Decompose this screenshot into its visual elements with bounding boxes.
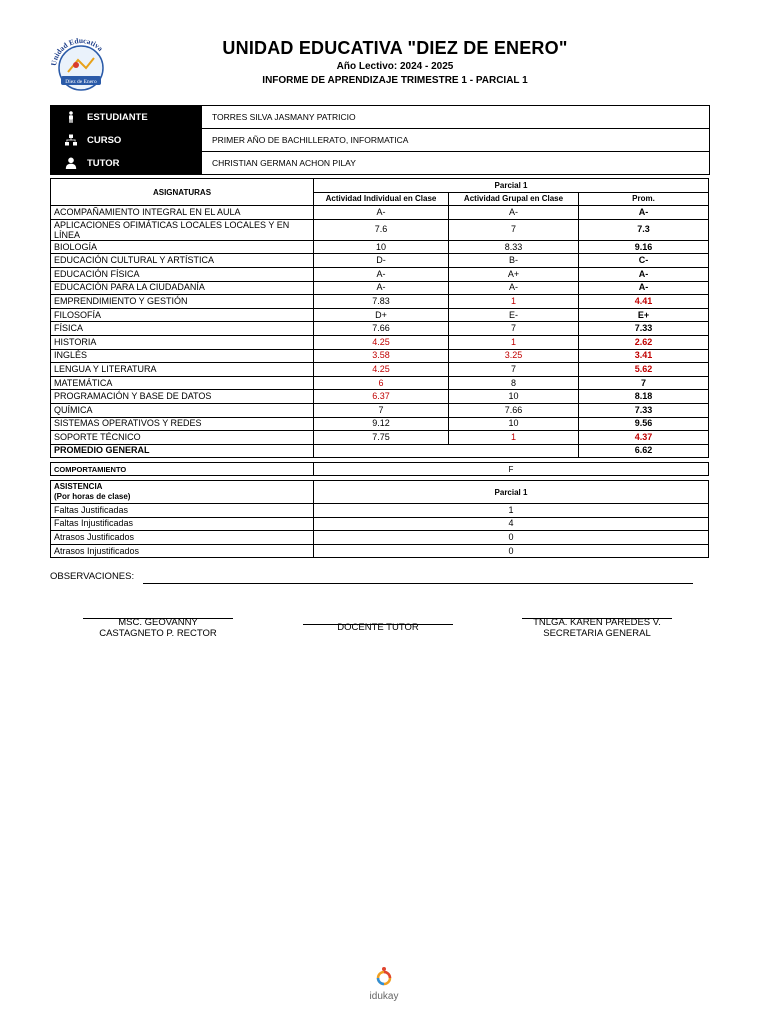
col-avg-header: Prom. [579, 192, 709, 206]
attendance-count: 4 [314, 517, 709, 531]
average-grade: 9.16 [579, 240, 709, 254]
subject-name: EMPRENDIMIENTO Y GESTIÓN [51, 295, 314, 309]
group-grade: 3.25 [449, 349, 579, 363]
subject-name: LENGUA Y LITERATURA [51, 363, 314, 377]
group-grade: A- [449, 281, 579, 295]
group-grade: E- [449, 308, 579, 322]
individual-grade: A- [314, 281, 449, 295]
attendance-row [51, 531, 709, 545]
group-grade: A- [449, 206, 579, 220]
attendance-count: 1 [314, 504, 709, 518]
subject-name: ACOMPAÑAMIENTO INTEGRAL EN EL AULA [51, 206, 314, 220]
grade-row [51, 308, 709, 322]
overall-value: 6.62 [579, 444, 709, 458]
attendance-row [51, 544, 709, 558]
behavior-table [50, 462, 709, 476]
grade-row [51, 281, 709, 295]
idukay-icon [374, 966, 394, 986]
average-grade: 3.41 [579, 349, 709, 363]
individual-grade: 7.6 [314, 219, 449, 240]
individual-grade: 4.25 [314, 363, 449, 377]
group-grade: 8.33 [449, 240, 579, 254]
idukay-logo [368, 966, 400, 1002]
student-name: TORRES SILVA JASMANY PATRICIO [201, 106, 709, 128]
group-grade: 7.66 [449, 403, 579, 417]
user-icon [65, 157, 77, 169]
average-grade: 4.37 [579, 431, 709, 445]
group-grade: 7 [449, 363, 579, 377]
tutor-name: CHRISTIAN GERMAN ACHON PILAY [201, 152, 709, 174]
individual-grade: 7.66 [314, 322, 449, 336]
subject-name: PROGRAMACIÓN Y BASE DE DATOS [51, 390, 314, 404]
overall-row [51, 444, 709, 458]
group-grade: B- [449, 254, 579, 268]
col-individual-header: Actividad Individual en Clase [314, 192, 449, 206]
attendance-count: 0 [314, 544, 709, 558]
group-grade: 1 [449, 295, 579, 309]
grades-header-row-1 [51, 179, 709, 193]
observations-label: OBSERVACIONES: [50, 571, 135, 582]
student-info-box [50, 105, 710, 175]
average-grade: 8.18 [579, 390, 709, 404]
average-grade: 9.56 [579, 417, 709, 431]
school-year: Año Lectivo: 2024 - 2025 [336, 61, 454, 72]
average-grade: A- [579, 281, 709, 295]
average-grade: 7 [579, 376, 709, 390]
subject-name: FÍSICA [51, 322, 314, 336]
behavior-label: COMPORTAMIENTO [51, 463, 314, 476]
average-grade: A- [579, 267, 709, 281]
course-name: PRIMER AÑO DE BACHILLERATO, INFORMATICA [201, 129, 709, 151]
subject-name: HISTORIA [51, 335, 314, 349]
observations-line [143, 583, 693, 584]
partial-header: Parcial 1 [314, 179, 709, 193]
school-logo [48, 38, 114, 94]
individual-grade: D+ [314, 308, 449, 322]
grade-row [51, 403, 709, 417]
group-grade: 1 [449, 431, 579, 445]
attendance-type: Faltas Injustificadas [51, 517, 314, 531]
individual-grade: 7 [314, 403, 449, 417]
subject-name: SISTEMAS OPERATIVOS Y REDES [51, 417, 314, 431]
grade-row [51, 254, 709, 268]
grade-row [51, 390, 709, 404]
group-grade: 10 [449, 390, 579, 404]
individual-grade: 4.25 [314, 335, 449, 349]
individual-grade: 6 [314, 376, 449, 390]
average-grade: 2.62 [579, 335, 709, 349]
group-grade: A+ [449, 267, 579, 281]
page-title: UNIDAD EDUCATIVA "DIEZ DE ENERO" [222, 38, 568, 58]
course-label: CURSO [51, 129, 201, 151]
grade-row [51, 335, 709, 349]
attendance-count: 0 [314, 531, 709, 545]
subject-name: EDUCACIÓN CULTURAL Y ARTÍSTICA [51, 254, 314, 268]
grade-row [51, 322, 709, 336]
individual-grade: A- [314, 206, 449, 220]
org-chart-icon [65, 134, 77, 146]
behavior-value: F [314, 463, 709, 476]
average-grade: 7.33 [579, 322, 709, 336]
subject-name: INGLÉS [51, 349, 314, 363]
grade-row [51, 295, 709, 309]
individual-grade: 6.37 [314, 390, 449, 404]
student-label: ESTUDIANTE [51, 106, 201, 128]
average-grade: 7.33 [579, 403, 709, 417]
subject-name: APLICACIONES OFIMÁTICAS LOCALES LOCALES Y EN LÍNEA [51, 219, 314, 240]
col-group-header: Actividad Grupal en Clase [449, 192, 579, 206]
idukay-brand: idukay [369, 991, 399, 1002]
subjects-header: ASIGNATURAS [51, 179, 314, 206]
individual-grade: 7.75 [314, 431, 449, 445]
individual-grade: D- [314, 254, 449, 268]
average-grade: A- [579, 206, 709, 220]
tutor-signature: DOCENTE TUTOR [337, 622, 419, 633]
grade-row [51, 349, 709, 363]
grade-row [51, 219, 709, 240]
attendance-header-row [51, 481, 709, 504]
attendance-partial-header: Parcial 1 [314, 481, 709, 504]
course-row [51, 129, 709, 152]
average-grade: E+ [579, 308, 709, 322]
attendance-row [51, 504, 709, 518]
individual-grade: 3.58 [314, 349, 449, 363]
individual-grade: A- [314, 267, 449, 281]
grade-row [51, 206, 709, 220]
group-grade: 1 [449, 335, 579, 349]
attendance-table [50, 480, 709, 558]
tutor-row [51, 152, 709, 175]
individual-grade: 7.83 [314, 295, 449, 309]
average-grade: C- [579, 254, 709, 268]
person-icon [65, 111, 77, 123]
individual-grade: 9.12 [314, 417, 449, 431]
subject-name: FILOSOFÍA [51, 308, 314, 322]
secretary-signature: TNLGA. KAREN PAREDES V. SECRETARIA GENERAL [533, 617, 661, 639]
attendance-label: ASISTENCIA (Por horas de clase) [51, 481, 314, 504]
behavior-row [51, 463, 709, 476]
group-grade: 8 [449, 376, 579, 390]
overall-empty [314, 444, 579, 458]
attendance-type: Atrasos Justificados [51, 531, 314, 545]
subject-name: SOPORTE TÉCNICO [51, 431, 314, 445]
subject-name: QUÍMICA [51, 403, 314, 417]
grade-row [51, 240, 709, 254]
attendance-type: Faltas Justificadas [51, 504, 314, 518]
overall-label: PROMEDIO GENERAL [51, 444, 314, 458]
subject-name: BIOLOGÍA [51, 240, 314, 254]
subject-name: MATEMÁTICA [51, 376, 314, 390]
subject-name: EDUCACIÓN PARA LA CIUDADANÍA [51, 281, 314, 295]
grade-row [51, 431, 709, 445]
grades-table [50, 178, 709, 458]
group-grade: 7 [449, 322, 579, 336]
group-grade: 10 [449, 417, 579, 431]
tutor-label: TUTOR [51, 152, 201, 174]
grade-row [51, 417, 709, 431]
svg-text:Unidad Educativa: Unidad Educativa [49, 38, 105, 67]
rector-signature: MSC. GEOVANNY CASTAGNETO P. RECTOR [99, 617, 217, 639]
student-row [51, 106, 709, 129]
group-grade: 7 [449, 219, 579, 240]
average-grade: 7.3 [579, 219, 709, 240]
average-grade: 4.41 [579, 295, 709, 309]
svg-text:Diez de Enero: Diez de Enero [65, 79, 97, 85]
report-title: INFORME DE APRENDIZAJE TRIMESTRE 1 - PARCIAL 1 [262, 75, 528, 86]
grade-row [51, 376, 709, 390]
subject-name: EDUCACIÓN FÍSICA [51, 267, 314, 281]
individual-grade: 10 [314, 240, 449, 254]
attendance-type: Atrasos Injustificados [51, 544, 314, 558]
attendance-row [51, 517, 709, 531]
grade-row [51, 363, 709, 377]
average-grade: 5.62 [579, 363, 709, 377]
grade-row [51, 267, 709, 281]
